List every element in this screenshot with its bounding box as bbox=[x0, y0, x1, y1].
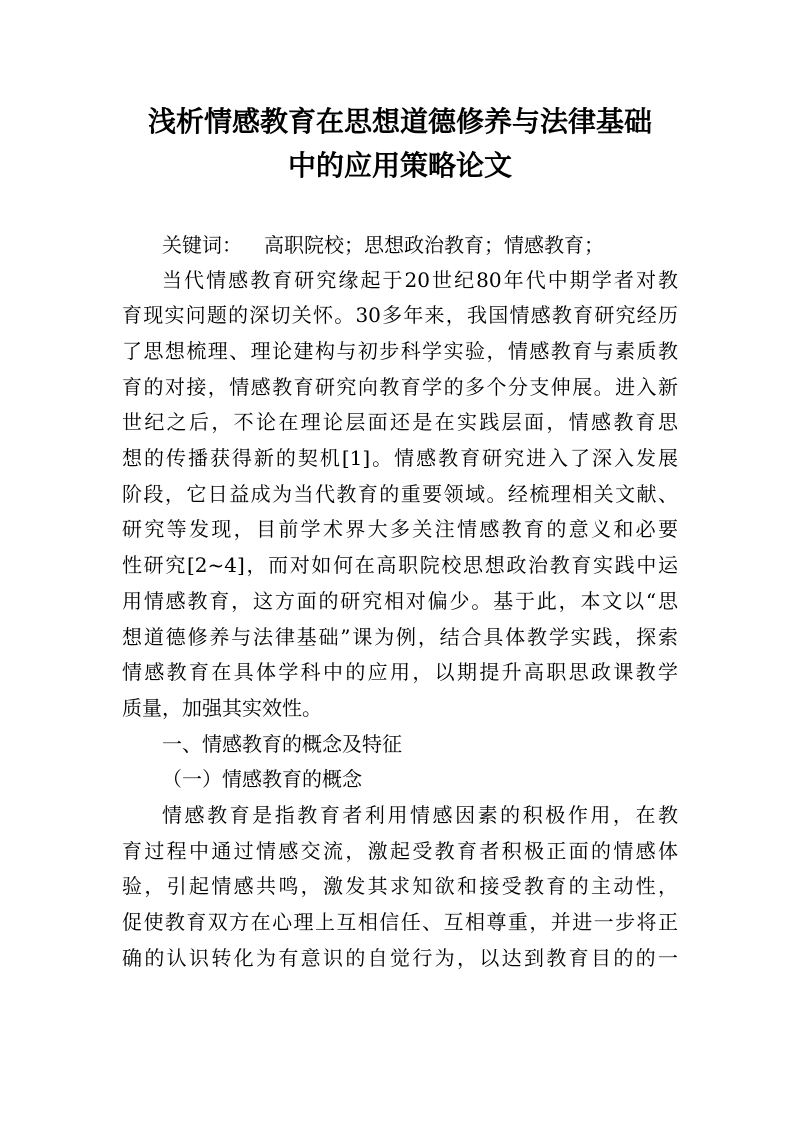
paragraph-1-line: 用情感教育，这方面的研究相对偏少。基于此，本文以“思 bbox=[122, 589, 678, 613]
subsection-heading: （一）情感教育的概念 bbox=[162, 767, 362, 791]
paragraph-2-line: 育过程中通过情感交流，激起受教育者积极正面的情感体 bbox=[122, 839, 678, 863]
paragraph-1-line: 育的对接，情感教育研究向教育学的多个分支伸展。进入新 bbox=[122, 375, 678, 399]
paragraph-2-line: 验，引起情感共鸣，激发其求知欲和接受教育的主动性， bbox=[122, 874, 678, 898]
paragraph-2-line: 促使教育双方在心理上互相信任、互相尊重，并进一步将正 bbox=[122, 910, 678, 934]
document-title-line-2: 中的应用策略论文 bbox=[287, 149, 512, 182]
paragraph-1-line: 育现实问题的深切关怀。30多年来，我国情感教育研究经历 bbox=[122, 303, 678, 327]
paragraph-1-line: 世纪之后，不论在理论层面还是在实践层面，情感教育思 bbox=[122, 410, 678, 434]
paragraph-1-line: 了思想梳理、理论建构与初步科学实验，情感教育与素质教 bbox=[122, 339, 678, 363]
keywords-row bbox=[162, 230, 604, 260]
keywords-label: 关键词： bbox=[162, 233, 242, 257]
paragraph-1-line: 研究等发现，目前学术界大多关注情感教育的意义和必要 bbox=[122, 517, 678, 541]
paragraph-1-line: 性研究[2~4]，而对如何在高职院校思想政治教育实践中运 bbox=[122, 553, 678, 577]
keywords-value: 高职院校；思想政治教育；情感教育； bbox=[264, 233, 604, 257]
paragraph-1-line: 当代情感教育研究缘起于20世纪80年代中期学者对教 bbox=[162, 268, 678, 292]
paragraph-1-line: 情感教育在具体学科中的应用，以期提升高职思政课教学 bbox=[122, 660, 678, 684]
paragraph-2-line: 情感教育是指教育者利用情感因素的积极作用，在教 bbox=[162, 803, 678, 827]
paragraph-1-line: 质量，加强其实效性。 bbox=[122, 696, 322, 720]
paragraph-1-line: 阶段，它日益成为当代教育的重要领域。经梳理相关文献、 bbox=[122, 482, 678, 506]
paragraph-2-line: 确的认识转化为有意识的自觉行为，以达到教育目的的一 bbox=[122, 946, 678, 970]
section-heading: 一、情感教育的概念及特征 bbox=[162, 732, 402, 756]
paragraph-1-line: 想道德修养与法律基础”课为例，结合具体教学实践，探索 bbox=[122, 625, 678, 649]
document-title-line-1: 浅析情感教育在思想道德修养与法律基础 bbox=[147, 105, 652, 138]
paragraph-1-line: 想的传播获得新的契机[1]。情感教育研究进入了深入发展 bbox=[122, 446, 678, 470]
